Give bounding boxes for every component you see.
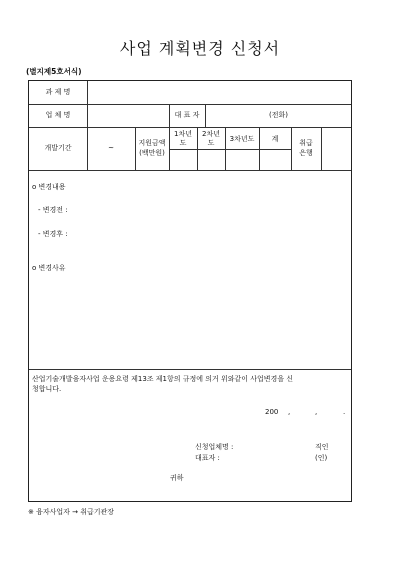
application-form-frame — [28, 80, 352, 502]
phone-label: (전화) — [269, 111, 288, 119]
change-before-label: - 변경전 : — [38, 206, 68, 214]
year1-label: 1차년 — [174, 130, 192, 138]
col-divider-r2c — [205, 104, 206, 127]
row-divider-1 — [29, 104, 351, 105]
company-name-label: 업 체 명 — [45, 111, 71, 119]
date-separator-1: , — [288, 408, 291, 416]
bank-label: 취급 — [299, 139, 313, 147]
col-divider-r2a — [87, 104, 88, 127]
year2-label: 2차년 — [202, 130, 220, 138]
row-divider-4 — [29, 369, 351, 370]
dev-period-label: 개발기간 — [44, 144, 72, 152]
change-after-label: - 변경후 : — [38, 230, 68, 238]
declaration-line-2: 청합니다. — [32, 385, 62, 393]
total-label: 계 — [271, 135, 279, 143]
representative-seal-label: (인) — [315, 454, 328, 462]
col-divider-r3h — [321, 127, 322, 170]
date-separator-2: , — [315, 408, 318, 416]
project-name-label: 과 제 명 — [45, 88, 71, 96]
date-separator-3: . — [343, 408, 346, 416]
support-amount-label: 지원금액 — [138, 139, 166, 147]
dev-period-separator: ~ — [108, 144, 114, 152]
representative-sign-label: 대표자 : — [195, 454, 220, 462]
year2-label-suffix: 도 — [207, 139, 215, 147]
subheader-divider — [169, 149, 291, 150]
addressee-label: 귀하 — [170, 474, 184, 482]
change-reason-label: o 변경사유 — [32, 264, 66, 272]
support-amount-unit: (백만원) — [139, 149, 165, 157]
page-title: 사업 계획변경 신청서 — [119, 39, 281, 58]
footnote: ※ 융자사업자 → 취급기관장 — [28, 508, 115, 516]
declaration-line-1: 산업기술개발융자사업 운용요령 제13조 제1항의 규정에 의거 위와같이 사업변경을 신 — [32, 375, 294, 383]
form-number: (별지제5호서식) — [26, 67, 82, 76]
change-content-label: o 변경내용 — [32, 183, 66, 191]
row-divider-3 — [29, 170, 351, 171]
applicant-seal-label: 직인 — [315, 443, 329, 451]
applicant-company-label: 신청업체명 : — [195, 443, 234, 451]
col-divider-r1 — [87, 81, 88, 104]
col-divider-r3e — [225, 127, 226, 170]
col-divider-r3f — [259, 127, 260, 170]
row-divider-2 — [29, 127, 351, 128]
date-year: 200 — [265, 408, 279, 416]
year1-label-suffix: 도 — [179, 139, 187, 147]
representative-label: 대 표 자 — [174, 111, 200, 119]
bank-label-suffix: 은행 — [299, 149, 313, 157]
year3-label: 3차년도 — [229, 135, 255, 143]
